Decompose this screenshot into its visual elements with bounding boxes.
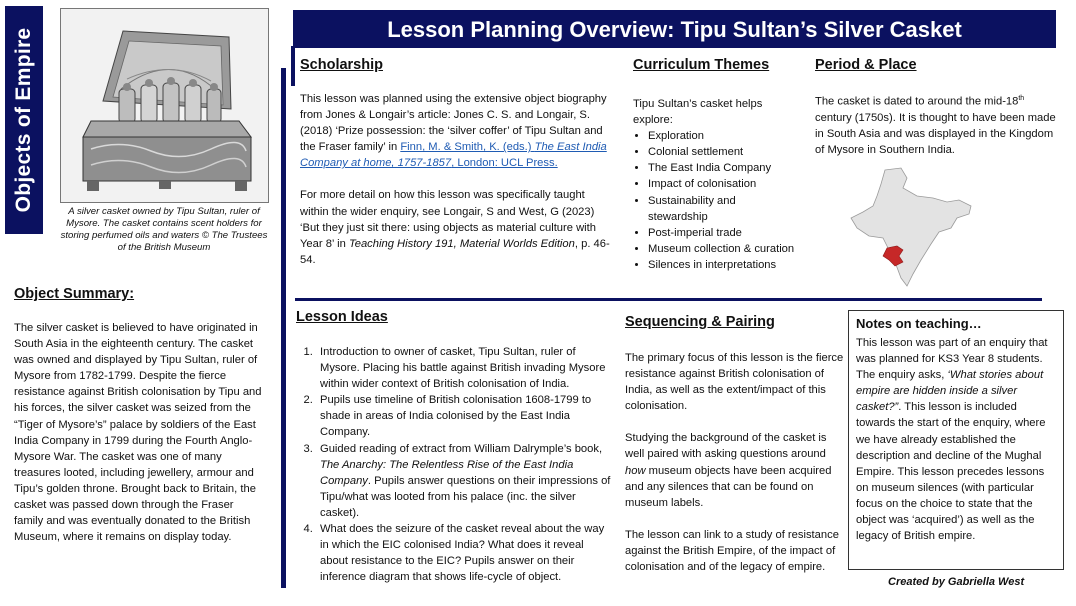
lesson-idea: 1. Introduction to owner of casket, Tipu Sultan, ruler of Mysore. Placing his battle against British invading Mysore within wider context of British colonisation of India. xyxy=(316,344,614,392)
lesson-ideas-section xyxy=(296,344,614,585)
sequencing-p2-start: Studying the background of the casket is well paired with asking questions around xyxy=(625,432,827,461)
lesson-idea xyxy=(316,441,614,521)
curriculum-item: • Colonial settlement xyxy=(648,144,795,160)
divider-horizontal xyxy=(295,298,1042,301)
divider-vertical-top xyxy=(291,46,295,86)
notes-heading: Notes on teaching… xyxy=(856,316,982,331)
curriculum-item: • Museum collection & curation xyxy=(648,241,795,257)
sequencing-section xyxy=(625,350,845,575)
casket-photo xyxy=(60,8,269,203)
divider-vertical xyxy=(281,68,286,588)
notes-box xyxy=(848,310,1064,570)
lesson-ideas-list xyxy=(296,344,614,585)
curriculum-item: • Silences in interpretations xyxy=(648,257,795,273)
scholarship-journal: Teaching History 191, Material Worlds Edition xyxy=(348,237,575,250)
sequencing-paragraph-3: The lesson can link to a study of resistance against the British Empire, of the impact of colonisation and of the legacy of empire. xyxy=(625,528,839,574)
sequencing-p2-end: museum objects have been acquired and any silences that can be found on museum labels. xyxy=(625,464,832,509)
india-map xyxy=(847,166,975,290)
period-text-start: The casket is dated to around the mid-18 xyxy=(815,95,1019,108)
curriculum-item: • Exploration xyxy=(648,128,795,144)
sequencing-paragraph-1: The primary focus of this lesson is the fierce resistance against British colonisation of India, as well as the extent/impact of this colonisation. xyxy=(625,352,844,413)
scholarship-text xyxy=(300,91,610,268)
silver-casket-image xyxy=(61,9,268,202)
scholarship-heading: Scholarship xyxy=(300,57,383,73)
lesson-ideas-heading: Lesson Ideas xyxy=(296,309,388,325)
period-text-sup: th xyxy=(1018,95,1025,102)
scholarship-citation: This lesson was planned using the extensive object biography from Jones & Longair’s article: Jones C. S. and Longair, S. (2018) ‘Prize possession: the ‘silver coffer’ of Tipu Sultan and the Fraser family’ in xyxy=(300,93,607,154)
period-text xyxy=(815,91,1060,158)
notes-enquiry-question: ‘What stories about empire are hidden inside a silver casket?” xyxy=(856,369,1044,414)
object-summary-heading: Object Summary: xyxy=(14,286,135,302)
lesson-idea: 4. What does the seizure of the casket reveal about the way in which the EIC colonised India? What does it reveal about resistance to the EIC? Pupils answer on their inference diagram that shows life-cycle of object. xyxy=(316,521,614,585)
side-banner xyxy=(5,6,43,234)
period-text-end: century (1750s). It is thought to have been made in South Asia and was displayed in the Kingdom of Mysore in Southern India. xyxy=(815,111,1056,157)
notes-text-end: . This lesson is included towards the start of the enquiry, where we have already established the description and decline of the Mughal Empire. This lesson precedes lessons on museum silences (with particular focus on the choice to state that the object was ‘acquired’) as well as the legacy of British empire. xyxy=(856,401,1046,543)
curriculum-item: • Impact of colonisation xyxy=(648,176,795,192)
object-summary-text: The silver casket is believed to have originated in South Asia in the eighteenth century. The casket was owned and displayed by Tipu Sultan, ruler of Mysore from 1782-1799. Despite the fierce resistance against British colonisation by Tipu and his forces, the silver casket was seized from the “Tiger of Mysore’s” palace by soldiers of the East India Company in 1799 during the Fourth Anglo-Mysore War. The casket was one of many treasures looted, including jewellery, armour and Tipu’s golden throne. Brought back to Britain, the casket was passed down through the Fraser family and was eventually donated to the British Museum, where it remains on display today. xyxy=(14,322,262,544)
page-title: Lesson Planning Overview: Tipu Sultan’s Silver Casket xyxy=(293,10,1056,48)
credit: Created by Gabriella West xyxy=(888,576,1025,588)
scholarship-paragraph-2 xyxy=(300,187,610,267)
notes-text xyxy=(856,335,1058,544)
scholarship-article: For more detail on how this lesson was specifically taught within the wider enquiry, see Longair, S and West, G (2023) ‘But they just sit there: using objects as material culture with Year 8’ in xyxy=(300,189,596,250)
curriculum-intro: Tipu Sultan’s casket helps explore: xyxy=(633,98,763,127)
sequencing-heading: Sequencing & Pairing xyxy=(625,314,775,330)
lesson-idea: 2. Pupils use timeline of British colonisation 1608-1799 to shade in areas of India colonised by the East India Company. xyxy=(316,392,614,440)
curriculum-item: • Post-imperial trade xyxy=(648,225,795,241)
link-book-title: The East India Company at home, 1757-1857 xyxy=(300,141,607,170)
lesson-idea-3-start: Guided reading of extract from William Dalrymple’s book, xyxy=(320,442,603,455)
curriculum-list xyxy=(633,128,795,273)
curriculum-heading: Curriculum Themes xyxy=(633,57,770,73)
sequencing-paragraph-2 xyxy=(625,430,845,510)
link-publisher: , London: UCL Press. xyxy=(451,157,558,170)
lesson-idea-3-end: . Pupils answer questions on their impressions of Tipu/what was looted from his palace (inc. the silver casket). xyxy=(320,474,611,519)
curriculum-section xyxy=(633,96,795,273)
curriculum-item: • The East India Company xyxy=(648,160,795,176)
side-banner-text: Objects of Empire xyxy=(12,27,35,213)
sequencing-p2-emphasis: how xyxy=(625,464,646,477)
notes-text-start: This lesson was part of an enquiry that was planned for KS3 Year 8 students. The enquiry asks, xyxy=(856,337,1048,382)
link-editors: Finn, M. & Smith, K. (eds.) xyxy=(400,141,535,154)
india-map-image xyxy=(847,166,975,290)
lesson-idea-3-book: The Anarchy: The Relentless Rise of the East India Company xyxy=(320,458,574,487)
photo-caption: A silver casket owned by Tipu Sultan, ruler of Mysore. The casket contains scent holders for storing perfumed oils and waters © The Trustees of the British Museum xyxy=(60,206,268,253)
period-heading: Period & Place xyxy=(815,57,917,73)
curriculum-item: • Sustainability and stewardship xyxy=(648,193,795,225)
scholarship-paragraph-1 xyxy=(300,91,610,171)
scholarship-pages: , p. 46-54. xyxy=(300,237,610,266)
